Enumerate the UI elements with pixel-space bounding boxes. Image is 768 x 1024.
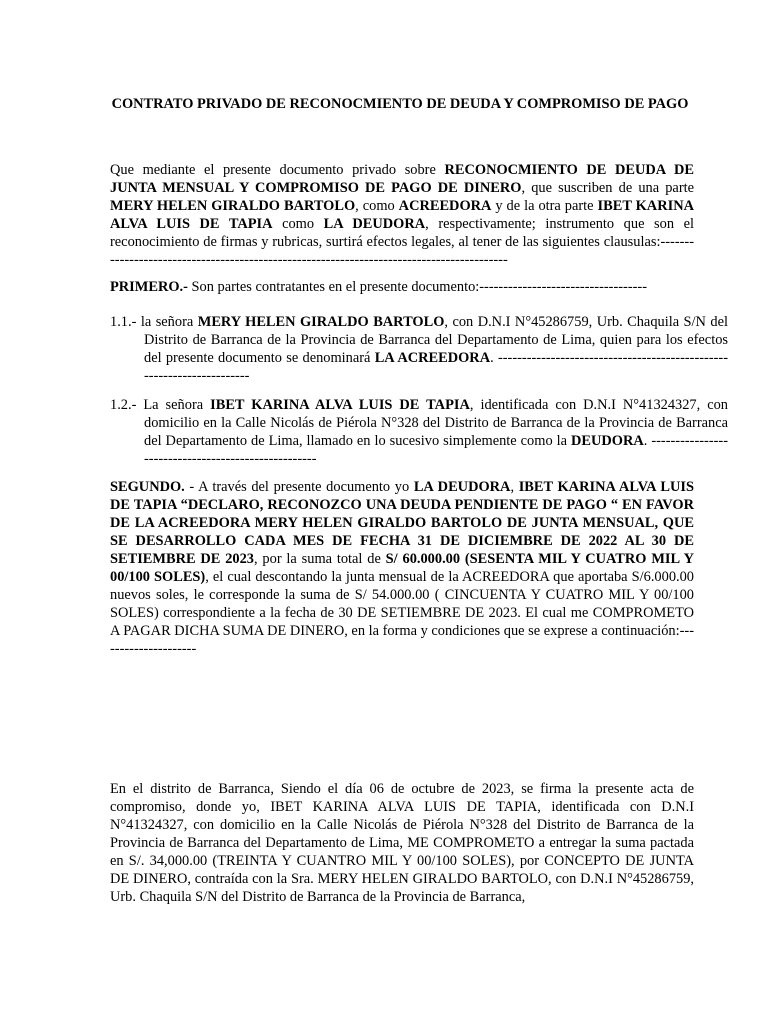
item-1-2 bbox=[110, 396, 728, 468]
total-amount: S/ 60.000.00 (SESENTA MIL Y CUATRO MIL Y 00/100 SOLES) bbox=[110, 551, 694, 585]
clause-text: , por la suma total de bbox=[254, 551, 386, 567]
intro-text: Que mediante el presente documento privado sobre bbox=[110, 162, 445, 178]
creditor-role: ACREEDORA bbox=[398, 198, 492, 214]
item-text: La señora bbox=[136, 397, 211, 413]
debtor-name: IBET KARINA ALVA LUIS DE TAPIA bbox=[110, 198, 694, 232]
intro-text: , como bbox=[355, 198, 399, 214]
item-text: la señora bbox=[136, 314, 198, 330]
creditor-name: MERY HELEN GIRALDO BARTOLO bbox=[197, 314, 445, 330]
clause-text: , bbox=[510, 479, 519, 495]
closing-paragraph: En el distrito de Barranca, Siendo el día 06 de octubre de 2023, se firma la presente acta de compromiso, donde yo, IBET KARINA ALVA LUIS DE TAPIA, identificada con D.N.I N°41324327, con domicilio en la Calle Nicolás de Piérola N°328 del Distrito de Barranca de la Provincia de Barranca del Departamento de Lima, ME COMPROMETO a entregar la suma pactada en S/. 34,000.00 (TREINTA Y CUANTRO MIL Y 00/100 SOLES), por CONCEPTO DE JUNTA DE DINERO, contraída con la Sra. MERY HELEN GIRALDO BARTOLO, con D.N.I N°45286759, Urb. Chaquila S/N del Distrito de Barranca de la Provincia de Barranca, bbox=[110, 781, 694, 905]
clause-heading: PRIMERO.- bbox=[110, 279, 188, 295]
debt-declaration: IBET KARINA ALVA LUIS DE TAPIA “DECLARO, RECONOZCO UNA DEUDA PENDIENTE DE PAGO “ EN FAVOR DE LA ACREEDORA MERY HELEN GIRALDO BARTOLO DE JUNTA MENSUAL, QUE SE DESARROLLO CADA MES DE FECHA 31 DE DICIEMBRE DE 2022 AL 30 DE SETIEMBRE DE 2023 bbox=[110, 479, 694, 567]
intro-paragraph bbox=[110, 161, 694, 269]
item-number: 1.1.- bbox=[110, 314, 137, 330]
item-text: , con D.N.I N°45286759, Urb. Chaquila S/N del Distrito de Barranca de la Provincia de Barranca del Departamento de Lima, quien para los efectos del presente documento se denominará bbox=[144, 314, 728, 366]
debtor-role: DEUDORA bbox=[570, 433, 644, 449]
item-text: . ---------------------------------------------------------------------- bbox=[144, 350, 728, 384]
clause-text: , el cual descontando la junta mensual de la ACREEDORA que aportaba S/6.000.00 nuevos soles, le corresponde la suma de S/ 54.000.00 ( CINCUENTA Y CUATRO MIL Y 00/100 SOLES) correspondiente a la fecha de 30 DE SETIEMBRE DE 2023. El cual me COMPROMETO A PAGAR DICHA SUMA DE DINERO, en la forma y condiciones que se exprese a continuación:--------------------- bbox=[110, 569, 694, 657]
item-text: , identificada con D.N.I N°41324327, con domicilio en la Calle Nicolás de Piérola N°328 del Distrito de Barranca de la Provincia de Barranca del Departamento de Lima, llamado en lo sucesivo simplemente como la bbox=[144, 397, 728, 449]
clause-text: Son partes contratantes en el presente documento:----------------------------------- bbox=[187, 279, 647, 295]
item-1-1 bbox=[110, 313, 728, 385]
intro-text: , que suscriben de una parte bbox=[521, 180, 694, 196]
clause-text: - A través del presente documento yo bbox=[184, 479, 414, 495]
clause-primero bbox=[110, 278, 694, 296]
intro-bold-subject: RECONOCMIENTO DE DEUDA DE JUNTA MENSUAL Y COMPROMISO DE PAGO DE DINERO bbox=[110, 162, 694, 196]
clause-heading: SEGUNDO. bbox=[110, 479, 185, 495]
creditor-name: MERY HELEN GIRALDO BARTOLO bbox=[110, 198, 356, 214]
debtor-role: LA DEUDORA bbox=[323, 216, 426, 232]
debtor-name: IBET KARINA ALVA LUIS DE TAPIA bbox=[210, 397, 470, 413]
intro-text: y de la otra parte bbox=[491, 198, 598, 214]
item-number: 1.2.- bbox=[110, 397, 137, 413]
intro-text: , respectivamente; instrumento que son el reconocimiento de firmas y rubricas, surtirá efectos legales, al tener de las siguientes clausulas:------------------------------------------------------------------------------------------ bbox=[110, 216, 694, 268]
debtor-role: LA DEUDORA bbox=[413, 479, 511, 495]
intro-text: como bbox=[272, 216, 324, 232]
item-text: . ---------------------------------------------------- bbox=[144, 433, 729, 467]
creditor-role: LA ACREEDORA bbox=[374, 350, 491, 366]
document-title: CONTRATO PRIVADO DE RECONOCMIENTO DE DEUDA Y COMPROMISO DE PAGO bbox=[111, 96, 689, 112]
clause-segundo bbox=[110, 478, 694, 658]
